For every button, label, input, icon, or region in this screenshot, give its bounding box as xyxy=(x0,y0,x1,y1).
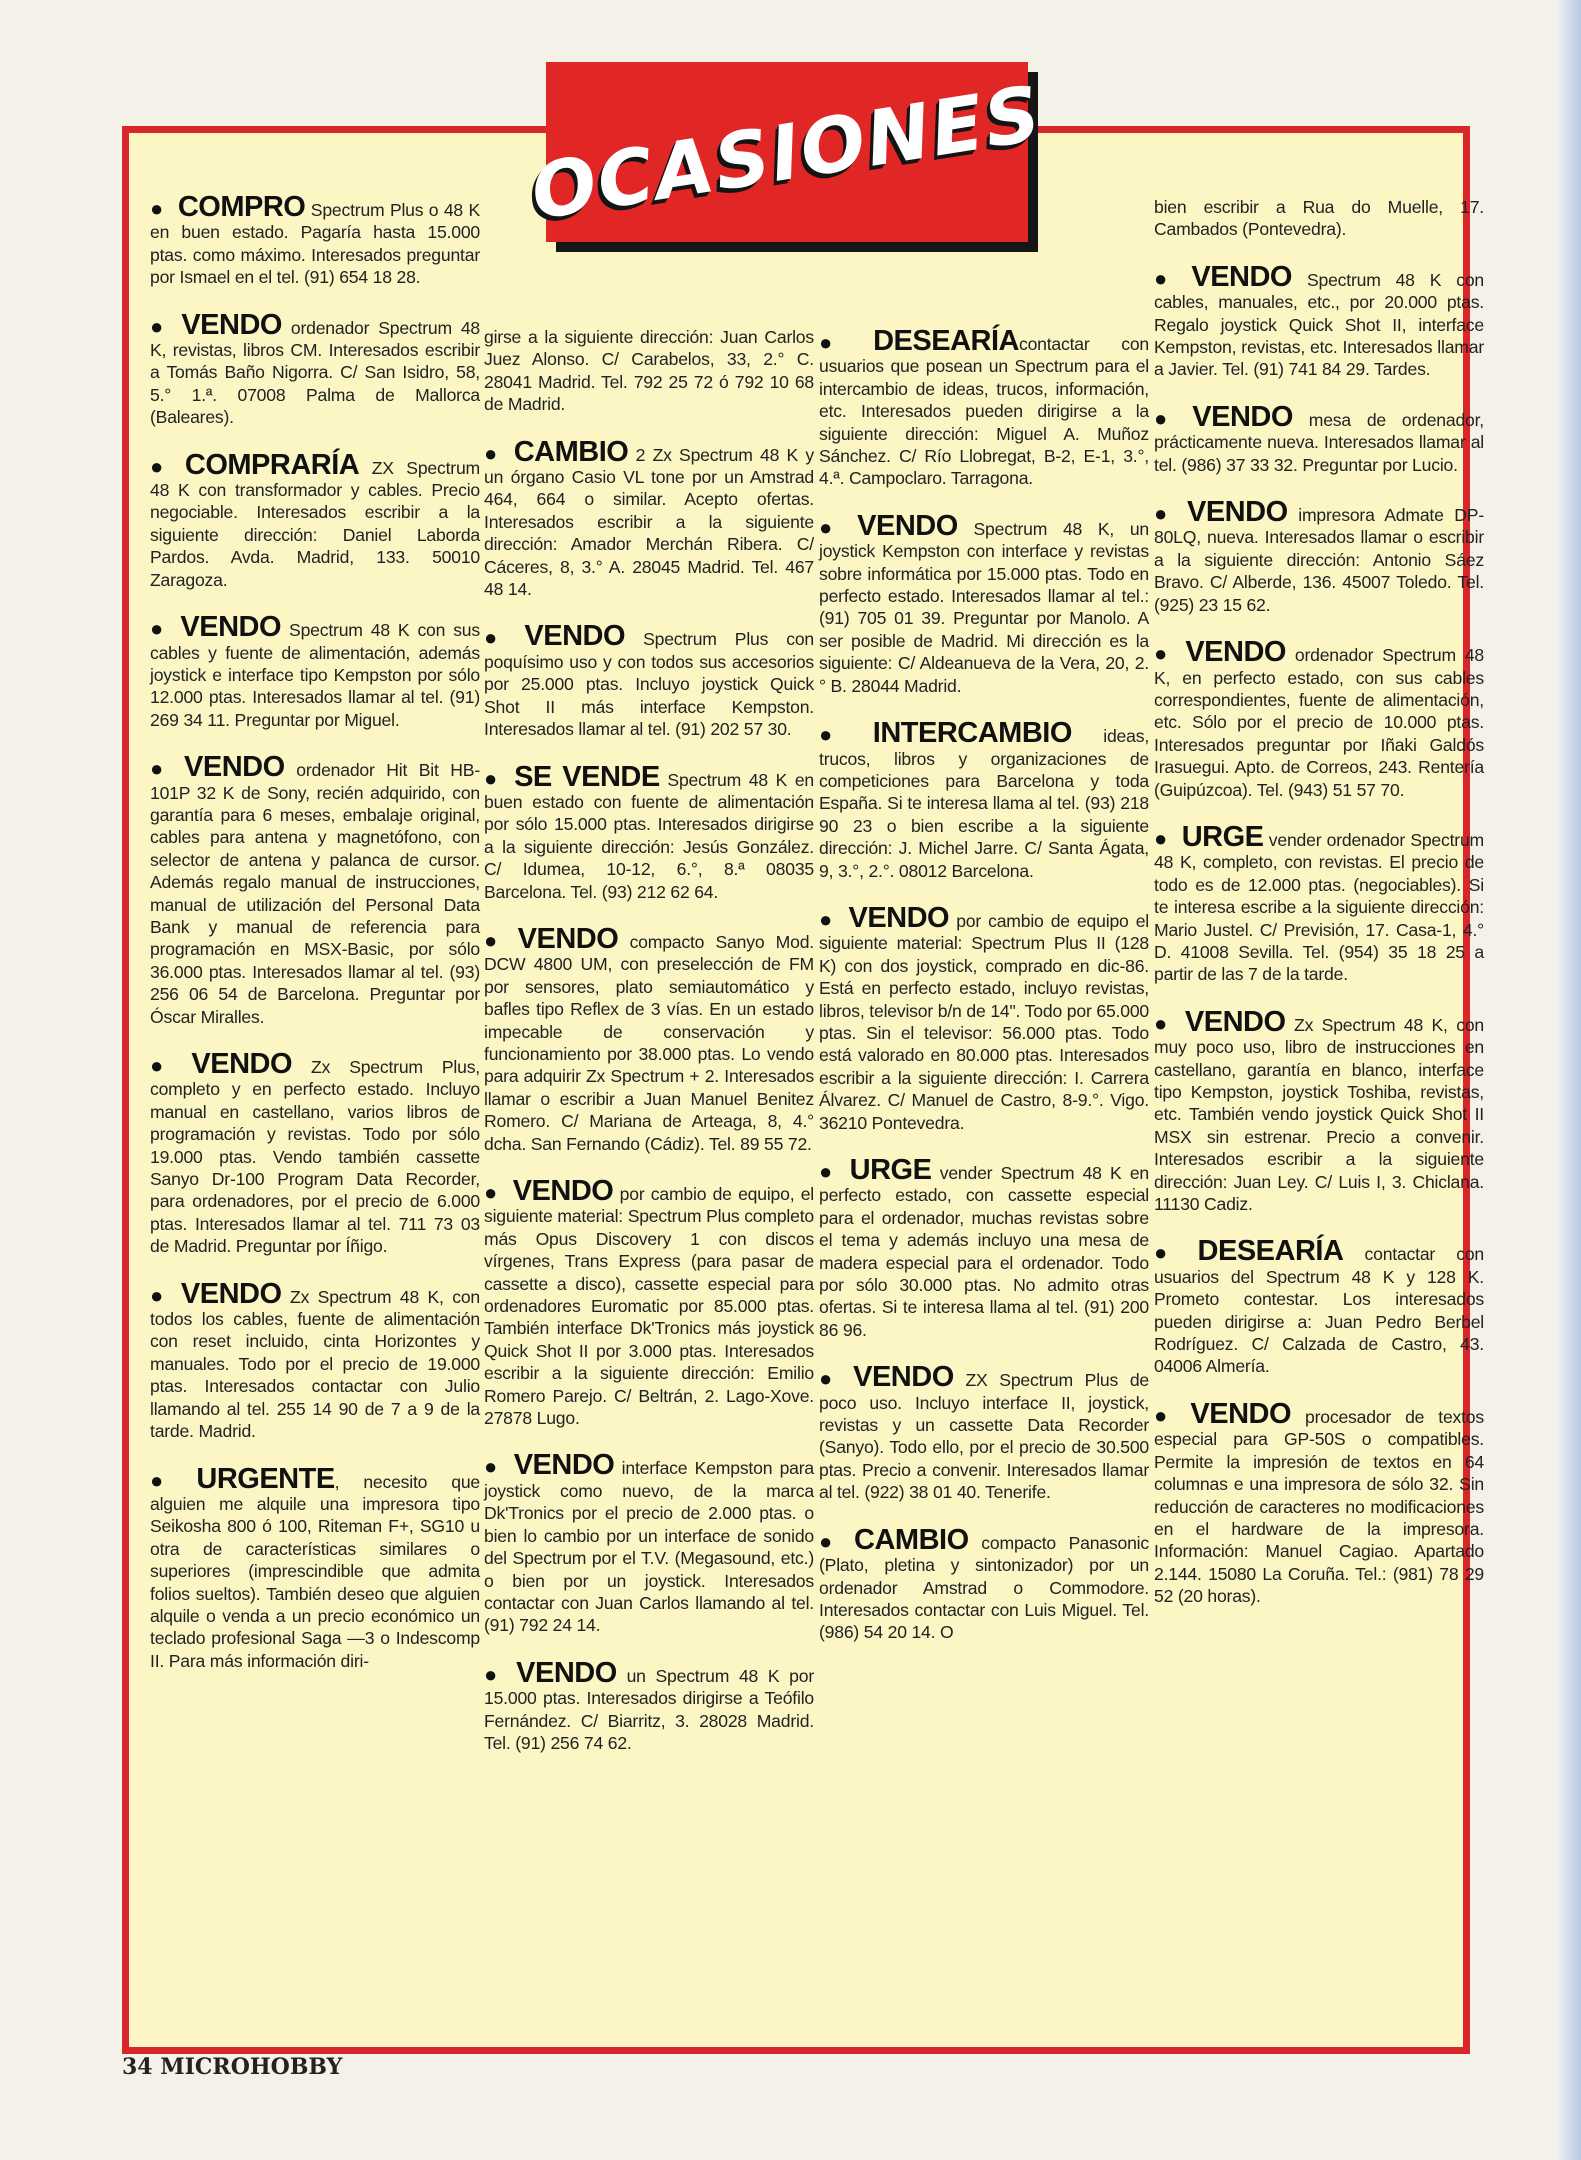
bullet-icon: ● xyxy=(819,906,835,932)
bullet-icon: ● xyxy=(150,756,171,782)
page-footer: 34 MICROHOBBY xyxy=(122,2054,343,2080)
bullet-icon: ● xyxy=(1154,265,1178,291)
page-edge xyxy=(1559,0,1581,2160)
ad-text: interface Kempston para joystick como nuevo, de la marca Dk'Tronics por el precio de 2.000 ptas. o bien lo cambio por un interface de sonido del Spectrum por el T.V. (Megasound, etc.) o bien por un joystick. Interesados contactar con Juan Carlos llamando al tel. (91) 792 24 14. xyxy=(484,1458,814,1636)
ad-text: Spectrum 48 K con sus cables y fuente de alimentación, además joystick e interface tipo Kempston por sólo 12.000 ptas. Interesados llamar al tel. (91) 269 34 11. Preguntar por Miguel. xyxy=(150,620,480,730)
classified-ad xyxy=(150,611,480,731)
ad-keyword: VENDO xyxy=(1191,260,1292,293)
classified-ad xyxy=(1154,1397,1484,1608)
section-title-badge xyxy=(525,62,1049,242)
ad-keyword: VENDO xyxy=(516,1656,617,1689)
classified-ad xyxy=(484,760,814,903)
ad-keyword: COMPRO xyxy=(177,191,306,223)
ad-text: compacto Panasonic (Plato, pletina y sintonizador) por un ordenador Amstrad o Commodore. Interesados contactar con Luis Miguel. Tel. (986) 54 20 14. O xyxy=(819,1532,1149,1643)
classified-ad xyxy=(1154,260,1484,381)
classified-ad xyxy=(1154,820,1485,986)
bullet-icon: ● xyxy=(819,514,844,540)
ad-keyword: URGE xyxy=(1181,820,1264,853)
ad-text: vender Spectrum 48 K en perfecto estado, con cassette especial para el ordenador, muchas revistas sobre el tema y además incluyo una mesa de madera especial para el ordenador. Todo por sólo 30.000 ptas. No admito otras ofertas. Si te interesa llama al tel. (91) 200 86 96. xyxy=(819,1163,1149,1340)
ad-keyword: VENDO xyxy=(184,751,285,784)
classified-ad-continuation xyxy=(484,326,814,416)
ad-keyword: VENDO xyxy=(1184,1005,1286,1038)
classified-ad xyxy=(484,1175,814,1429)
classified-ad xyxy=(819,901,1149,1134)
ad-text: por cambio de equipo el siguiente material: Spectrum Plus II (128 K) con dos joystick, comprado en dic-86. Está en perfecto estado, incluyo revistas, libros, televisor b/n de 14". Todo por 65.000 ptas. Sin el televisor: 56.000 ptas. Todo está valorado en 80.000 ptas. Interesados escribir a la siguiente dirección: I. Carrera Álvarez. C/ Manuel de Castro, 8-9.°. Vigo. 36210 Pontevedra. xyxy=(819,910,1149,1133)
bullet-icon: ● xyxy=(150,1467,183,1493)
bullet-icon: ● xyxy=(150,1053,178,1078)
classified-ad xyxy=(150,1462,480,1673)
ad-keyword: INTERCAMBIO xyxy=(872,717,1072,750)
column-4 xyxy=(1154,196,1484,1633)
ad-keyword: VENDO xyxy=(1185,636,1286,669)
ad-text: Spectrum Plus o 48 K en buen estado. Pagaría hasta 15.000 ptas. como máximo. Interesados preguntar por Ismael en el tel. (91) 654 18 28. xyxy=(150,200,480,288)
bullet-icon: ● xyxy=(150,196,164,221)
classified-ad xyxy=(150,191,480,289)
classified-ad xyxy=(150,1048,480,1258)
bullet-icon: ● xyxy=(819,330,860,355)
ad-text: compacto Sanyo Mod. DCW 4800 UM, con preselección de FM por sensores, plato semiautomático y bafles tipo Reflex de 3 vías. En un estado impecable de conservación y funcionamiento por 38.000 ptas. Lo vendo para adquirir Zx Spectrum + 2. Interesados llamar o escribir a Juan Manuel Benitez Romero. C/ Mariana de Arteaga, 8, 4.° dcha. San Fernando (Cádiz). Tel. 89 55 72. xyxy=(484,931,814,1154)
ad-text: , necesito que alguien me alquile una impresora tipo Seikosha 800 ó 100, Riteman F+, SG10 u otra de características similares o superiores (imprescindible que admita folios sueltos). También deseo que alguien alquile o venda a un precio económico un teclado profesional Saga —3 o Indescomp II. Para más información diri- xyxy=(150,1471,480,1671)
ad-text: ordenador Spectrum 48 K, revistas, libros CM. Interesados escribir a Tomás Baño Nigorra. C/ San Isidro, 58, 5.° 1.ª. 07008 Palma de Mallorca (Baleares). xyxy=(150,317,480,428)
column-3 xyxy=(819,325,1150,1669)
classified-ad xyxy=(150,751,481,1028)
classified-ad xyxy=(819,509,1149,697)
classified-ad xyxy=(819,325,1149,490)
bullet-icon: ● xyxy=(819,1159,836,1184)
ad-keyword: VENDO xyxy=(524,620,626,653)
ad-text: ZX Spectrum Plus de poco uso. Incluyo interface II, joystick, revistas y un cassette Data Recorder (Sanyo). Todo ello, por el precio de 30.500 ptas. Precio a convenir. Interesados llamar al tel. (922) 38 01 40. Tenerife. xyxy=(819,1370,1149,1503)
classified-ad xyxy=(819,1523,1149,1644)
classified-ad xyxy=(1154,1235,1484,1377)
classified-ad xyxy=(150,448,480,591)
ad-keyword: VENDO xyxy=(513,1449,615,1482)
classified-ad xyxy=(819,717,1150,882)
ad-keyword: URGE xyxy=(849,1154,932,1186)
ad-text: ordenador Spectrum 48 K, en perfecto estado, con sus cables correspondientes, fuente de alimentación, etc. Sólo por el precio de 10.000 ptas. Interesados preguntar por Iñaki Galdós Irasuegui. Apto. de Correos, 243. Rentería (Guipúzcoa). Tel. (943) 51 57 70. xyxy=(1154,645,1484,800)
section-title: OCASIONES xyxy=(525,67,1049,237)
classified-ad xyxy=(150,1277,481,1443)
ad-keyword: VENDO xyxy=(517,922,619,955)
ad-keyword: VENDO xyxy=(1187,496,1288,529)
ad-keyword: VENDO xyxy=(180,1277,282,1310)
ad-keyword: VENDO xyxy=(181,308,282,341)
bullet-icon: ● xyxy=(1154,641,1172,667)
bullet-icon: ● xyxy=(1154,1010,1171,1036)
bullet-icon: ● xyxy=(1154,1402,1177,1428)
ad-keyword: SE VENDE xyxy=(514,760,660,793)
ad-text: contactar con usuarios que posean un Spectrum para el intercambio de ideas, trucos, información, etc. Interesados pueden dirigirse a la siguiente dirección: Miguel A. Muñoz Sánchez. C/ Río Llobregat, B-2, E-1, 3.°, 4.ª. Campoclaro. Tarragona. xyxy=(819,334,1149,489)
ad-text: Zx Spectrum 48 K, con todos los cables, fuente de alimentación con reset incluido, cinta Horizontes y manuales. Todo por el precio de 19.000 ptas. Interesados contactar con Julio llamando al tel. 255 14 90 de 7 a 9 de la tarde. Madrid. xyxy=(150,1286,481,1442)
ad-text: girse a la siguiente dirección: Juan Carlos Juez Alonso. C/ Carabelos, 33, 2.° C. 28041 Madrid. Tel. 792 25 72 ó 792 10 68 de Madrid. xyxy=(484,327,814,415)
classified-ad xyxy=(1154,400,1484,476)
bullet-icon: ● xyxy=(150,616,167,642)
bullet-icon: ● xyxy=(484,440,500,466)
ad-keyword: VENDO xyxy=(857,509,958,542)
ad-keyword: VENDO xyxy=(1190,1397,1292,1430)
ad-text: Spectrum Plus con poquísimo uso y con todos sus accesorios por 25.000 ptas. Incluyo joystick Quick Shot II más interface Kempston. Interesados llamar al tel. (91) 202 57 30. xyxy=(484,629,814,740)
bullet-icon: ● xyxy=(484,625,511,651)
classified-ad xyxy=(150,308,480,429)
ad-text: mesa de ordenador, prácticamente nueva. Interesados llamar al tel. (986) 37 33 32. Preguntar por Lucio. xyxy=(1154,409,1484,475)
classified-ad xyxy=(1154,496,1484,616)
classified-ad xyxy=(1154,1005,1485,1216)
ad-keyword: VENDO xyxy=(191,1048,293,1080)
ad-keyword: VENDO xyxy=(512,1175,614,1207)
bullet-icon: ● xyxy=(484,927,504,953)
bullet-icon: ● xyxy=(1154,1240,1184,1266)
ad-keyword: COMPRARÍA xyxy=(184,448,360,481)
ad-keyword: CAMBIO xyxy=(854,1523,969,1556)
ad-text: Spectrum 48 K, un joystick Kempston con interface y revistas sobre informática por 15.000 ptas. Todo en perfecto estado. Interesados llamar al tel.: (91) 705 01 39. Preguntar por Manolo. A ser posible de Madrid. Mi dirección es la siguiente: C/ Aldeanueva de la Vera, 20, 2.° B. 28044 Madrid. xyxy=(819,518,1149,696)
ad-keyword: VENDO xyxy=(848,901,950,934)
ad-keyword: URGENTE xyxy=(196,1462,335,1495)
ad-keyword: CAMBIO xyxy=(513,435,629,468)
bullet-icon: ● xyxy=(484,1180,499,1205)
ad-text: procesador de textos especial para GP-50S o compatibles. Permite la impresión de textos en 64 columnas e una impresora de sólo 32. Sin reducción de caracteres no modificaciones en el hardware de la impresora. Información: Manuel Cagiao. Apartado 2.144. 15080 La Coruña. Tel.: (981) 78 29 52 (20 horas). xyxy=(1154,1406,1484,1607)
classified-ad xyxy=(1154,636,1484,801)
ad-text: ideas, trucos, libros y organizaciones de competiciones para Barcelona y toda España. Si te interesa llama al tel. (93) 218 90 23 o bien escribe a la siguiente dirección: J. Michel Jarre. C/ Santa Ágata, 9, 3.°, 2.°. 08012 Barcelona. xyxy=(819,726,1150,881)
bullet-icon: ● xyxy=(819,1366,840,1392)
classified-ad-continuation xyxy=(1154,196,1484,241)
bullet-icon: ● xyxy=(819,1528,841,1554)
ad-text: bien escribir a Rua do Muelle, 17. Cambados (Pontevedra). xyxy=(1154,197,1484,240)
classified-ad xyxy=(484,1656,814,1755)
ad-text: vender ordenador Spectrum 48 K, completo, con revistas. El precio de todo es de 12.000 ptas. (negociables). Si te interesa escribe a la siguiente dirección: Mario Justel. C/ Previsión, 17. Casa-1, 4.° D. 41008 Sevilla. Tel. (954) 35 18 25 a partir de las 7 de la tarde. xyxy=(1154,829,1485,985)
classified-ad xyxy=(484,435,814,601)
bullet-icon: ● xyxy=(1154,825,1168,851)
bullet-icon: ● xyxy=(484,1661,503,1687)
classified-ad xyxy=(484,922,814,1155)
bullet-icon: ● xyxy=(819,722,859,748)
bullet-icon: ● xyxy=(484,1454,500,1480)
column-2 xyxy=(484,326,814,1779)
column-1 xyxy=(150,191,481,1697)
ad-text: Zx Spectrum 48 K, con muy poco uso, libro de instrucciones en castellano, garantía en blanco, interface tipo Kempston, joystick Toshiba, revistas, etc. También vendo joystick Quick Shot II MSX sin estrenar. Precio a convenir. Interesados escribir a la siguiente dirección: Juan Ley. C/ Luis I, 3. Chiclana. 11130 Cadiz. xyxy=(1154,1014,1485,1215)
ad-text: un Spectrum 48 K por 15.000 ptas. Interesados dirigirse a Teófilo Fernández. C/ Biarritz, 3. 28028 Madrid. Tel. (91) 256 74 62. xyxy=(484,1665,814,1753)
ad-text: ordenador Hit Bit HB-101P 32 K de Sony, recién adquirido, con garantía para 6 meses, embalaje original, cables para antena y magnetófono, con selector de antena y palanca de cursor. Además regalo manual de instrucciones, manual de utilización del Personal Data Bank y manual de referencia para programación en MSX-Basic, por sólo 36.000 ptas. Interesados llamar al tel. (93) 256 06 54 de Barcelona. Preguntar por Óscar Miralles. xyxy=(150,760,481,1027)
ad-keyword: VENDO xyxy=(853,1361,954,1394)
classified-ad xyxy=(484,1449,814,1636)
ad-keyword: DESEARÍA xyxy=(873,325,1019,357)
bullet-icon: ● xyxy=(150,1282,167,1308)
ad-text: Spectrum 48 K en buen estado con fuente de alimentación por sólo 15.000 ptas. Interesados dirigirse a la siguiente dirección: Jesús González. C/ Idumea, 10-12, 6.°, 8.ª 08035 Barcelona. Tel. (93) 212 62 64. xyxy=(484,769,814,902)
bullet-icon: ● xyxy=(1154,405,1179,431)
bullet-icon: ● xyxy=(150,313,168,339)
bullet-icon: ● xyxy=(484,765,501,791)
classified-ad xyxy=(819,1154,1149,1341)
ad-keyword: VENDO xyxy=(1192,400,1293,433)
ad-text: Zx Spectrum Plus, completo y en perfecto estado. Incluyo manual en castellano, varios libros de programación y revistas. Todo por sólo 19.000 ptas. Vendo también cassette Sanyo Dr-100 Program Data Recorder, para ordenadores, por el precio de 6.000 ptas. Interesados llamar al tel. 711 73 03 de Madrid. Preguntar por Íñigo. xyxy=(150,1057,480,1257)
ad-text: por cambio de equipo, el siguiente material: Spectrum Plus completo más Opus Discovery 1 con discos vírgenes, Trans Express (para pasar de cassette a disco), cassette especial para ordenadores Euromatic por 85.000 ptas. También interface Dk'Tronics más joystick Quick Shot II por 3.000 ptas. Interesados escribir a la siguiente dirección: Emilio Romero Parejo. C/ Beltrán, 2. Lago-Xove. 27878 Lugo. xyxy=(484,1184,814,1429)
ad-text: Spectrum 48 K con cables, manuales, etc., por 20.000 ptas. Regalo joystick Quick Shot II, interface Kempston, revistas, etc. Interesados llamar a Javier. Tel. (91) 741 84 29. Tardes. xyxy=(1154,269,1484,380)
bullet-icon: ● xyxy=(1154,501,1173,527)
classified-ad xyxy=(819,1361,1149,1503)
ad-text: contactar con usuarios del Spectrum 48 K y 128 K. Prometo contestar. Los interesados pueden dirigirse a: Juan Pedro Berbel Rodríguez. C/ Calzada de Castro, 43. 04006 Almería. xyxy=(1154,1244,1484,1377)
ad-text: impresora Admate DP-80LQ, nueva. Interesados llamar o escribir a la siguiente dirección: Antonio Sáez Bravo. C/ Alberde, 136. 45007 Toledo. Tel. (925) 23 15 62. xyxy=(1154,505,1484,615)
ad-keyword: DESEARÍA xyxy=(1197,1235,1344,1268)
classified-ad xyxy=(484,620,814,740)
bullet-icon: ● xyxy=(150,453,171,479)
ad-keyword: VENDO xyxy=(180,611,282,644)
ad-text: 2 Zx Spectrum 48 K y un órgano Casio VL tone por un Amstrad 464, 664 o similar. Acepto ofertas. Interesados escribir a la siguiente dirección: Amador Merchán Ribera. C/ Cáceres, 8, 3.° A. 28045 Madrid. Tel. 467 48 14. xyxy=(484,444,814,600)
ad-text: ZX Spectrum 48 K con transformador y cables. Precio negociable. Interesados escribir a la siguiente dirección: Daniel Laborda Pardos. Avda. Madrid, 133. 50010 Zaragoza. xyxy=(150,457,480,590)
